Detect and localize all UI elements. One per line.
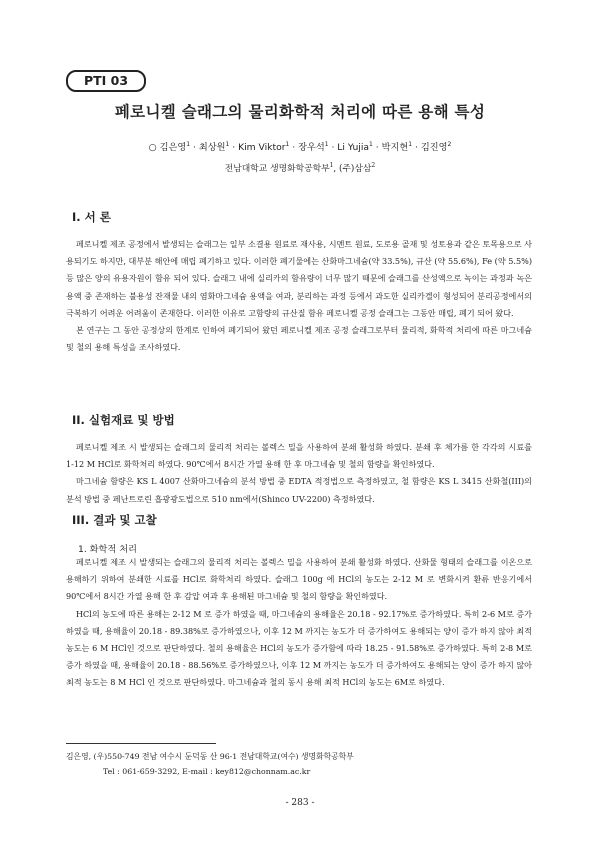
affiliation: [0, 161, 600, 174]
footnote-address: 김은영, (우)550-749 전남 여수시 둔덕동 산 96-1 전남대학교(여수) 생명화학공학부: [66, 752, 354, 761]
author-name: 최상원: [198, 142, 226, 153]
author-separator: ·: [412, 142, 421, 153]
paragraph: 페로니켈 제조 시 발생되는 슬래그의 물리적 처리는 볼렉스 밀을 사용하여 분쇄 활성화 하였다. 분쇄 후 체가름 한 각각의 시료를 1-12 M HCl로 화학처리 하였다. 90℃에서 8시간 가열 용해 한 후 마그네슘 및 철의 함량을 확인하였다.: [66, 442, 532, 470]
author-name: 장우석: [298, 142, 325, 153]
author-affil-mark: 1: [225, 141, 230, 148]
author-separator: ·: [229, 142, 239, 153]
author-affil-mark: 2: [447, 141, 452, 148]
affiliation-org: (주)삼삼: [339, 164, 372, 174]
page-number: - 283 -: [285, 798, 315, 808]
section-heading-results: III. 결과 및 고찰: [72, 513, 157, 527]
paper-title: 페로니켈 슬래그의 물리화학적 처리에 따른 용해 특성: [114, 103, 486, 121]
affiliation-mark: 2: [371, 162, 376, 169]
author-name: Kim Viktor: [238, 142, 286, 153]
affiliation-mark: 1: [329, 162, 334, 169]
author-name: 박지현: [381, 142, 409, 153]
author-list: [0, 139, 600, 153]
author-name: Li Yujia: [337, 142, 370, 153]
methods-body: [66, 439, 532, 508]
author-name: ○ 김은영: [148, 142, 187, 153]
paragraph: 마그네슘 함량은 KS L 4007 산화마그네슘의 분석 방법 중 EDTA 적정법으로 측정하였고, 철 함량은 KS L 3415 산화철(III)의 분석 방법 중 페난트로린 흡광광도법으로 510 nm에서(Shinco UV-2200) 측정하였다.: [66, 476, 532, 504]
affiliation-separator: ,: [333, 164, 339, 174]
paragraph: HCl의 농도에 따른 용해는 2-12 M 로 증가 하였을 때, 마그네슘의 용해율은 20.18 - 92.17%로 증가하였다. 특히 2-6 M로 증가 하였을 때, 용해율이 20.18 - 89.38%로 증가하였으나, 이후 12 M 까지는 농도가 더 증가하여도 용해되는 양이 증가 하지 않아 최적 농도는 6 M HCl인 것으로 판단하였다. 철의 용해율은 HCl의 농도가 증가함에 따라 18.25 - 91.58%로 증가하였다. 특히 2-8 M로 증가 하였을 때, 용해율이 20.18 - 88.56%로 증가하였으나, 이후 12 M 까지는 농도가 더 증가하여도 용해되는 양이 증가 하지 않아 최적 농도는 8 M HCl 인 것으로 판단하였다. 마그네슘과 철의 동시 용해 최적 HCl의 농도는 6M로 하였다.: [66, 608, 532, 688]
author-affil-mark: 1: [186, 141, 191, 148]
author-affil-mark: 1: [324, 141, 329, 148]
author-affil-mark: 1: [285, 141, 290, 148]
footnote-divider: [66, 743, 216, 744]
author-affil-mark: 1: [369, 141, 373, 148]
author-name: 김진영: [420, 142, 448, 153]
paragraph: 본 연구는 그 동안 공정상의 한계로 인하여 폐기되어 왔던 페로니켈 제조 공정 슬래그로부터 물리적, 화학적 처리에 따른 마그네슘 및 철의 용해 특성을 조사하였다.: [66, 325, 532, 353]
affiliation-org: 전남대학교 생명화학공학부: [224, 164, 330, 174]
session-badge: PTI 03: [66, 70, 146, 92]
paragraph: 페로니켈 제조 공정에서 발생되는 슬래그는 일부 소결용 원료로 재사용, 시멘트 원료, 도로용 골재 및 성토용과 같은 토목용으로 사용되기도 하지만, 대부분 해안에 매립 폐기하고 있다. 이러한 폐기물에는 산화마그네슘(약 33.5%), 규산 (약 55.6%), Fe (약 5.5%) 등 많은 양의 유용자원이 함유 되어 있다. 슬래그 내에 실리카의 함유량이 너무 많기 때문에 슬래그를 산성액으로 녹이는 과정과 녹은 용액 중 존재하는 불용성 잔재물 내의 염화마그네슘 용액을 여과, 분리하는 과정 등에서 과도한 실리카겔이 형성되어 분리공정에서의 극복하기 어려운 어려움이 존재한다. 이러한 이유로 고함량의 규산질 함유 페로니켈 공정 슬래그는 그동안 매립, 폐기 되어 왔다.: [66, 239, 532, 318]
paragraph: 페로니켈 제조 시 발생되는 슬래그의 물리적 처리는 볼렉스 밀을 사용하여 분쇄 활성화 하였다. 산화물 형태의 슬래그를 이온으로 용해하기 위하여 분쇄한 시료를 HCl로 화학처리 하였다. 슬래그 100g 에 HCl의 농도는 2-12 M 로 변화시켜 환류 반응기에서 90℃에서 8시간 가열 용해 한 후 감압 여과 후 용해된 마그네슘 및 철의 함량을 확인하였다.: [66, 557, 532, 602]
footnote-contact: Tel : 061-659-3292, E-mail : key812@chonnam.ac.kr: [103, 767, 311, 776]
subsection-heading: 1. 화학적 처리: [78, 544, 137, 555]
author-separator: ·: [328, 142, 338, 153]
results-body: [66, 554, 532, 692]
section-heading-intro: I. 서 론: [72, 210, 111, 224]
author-affil-mark: 1: [408, 141, 413, 148]
section-heading-methods: II. 실험재료 및 방법: [72, 413, 175, 427]
author-separator: ·: [372, 142, 382, 153]
author-separator: ·: [190, 142, 199, 153]
intro-body: [66, 236, 532, 356]
author-separator: ·: [289, 142, 299, 153]
